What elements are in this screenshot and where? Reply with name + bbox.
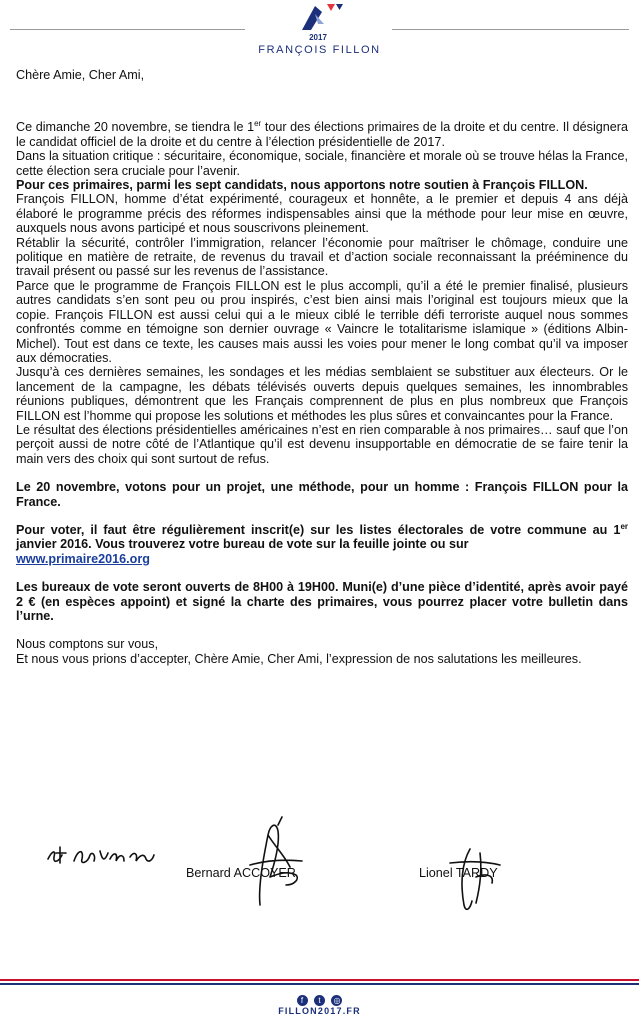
signatures [0, 815, 639, 925]
paragraph-registration: Pour voter, il faut être régulièrement inscrit(e) sur les listes électorales de votre commune au 1er janvier 2016. Vous trouverez votre bureau de vote sur la feuille jointe ou sur www.primaire2016.org [16, 521, 628, 566]
paragraph-vote-call: Le 20 novembre, votons pour un projet, une méthode, pour un homme : François FILLON pour la France. [16, 480, 628, 509]
footer-rule-blue [0, 983, 639, 985]
campaign-logo-icon [288, 0, 348, 42]
closing-line: Nous comptons sur vous, [16, 637, 159, 652]
candidate-name: FRANÇOIS FILLON [258, 44, 381, 56]
paragraph-priorities: Rétablir la sécurité, contrôler l’immigration, relancer l’économie pour maîtriser le chômage, conduire une politique en matière de retraite, de revenus du travail et d’action sociale reconnaissant la prééminence du travail présent ou passé sur les revenus de l’assistance. [16, 235, 628, 279]
paragraph-accomplished: Parce que le programme de François FILLON est le plus accompli, qu’il a été le premier finalisé, plusieurs autres candidats s’en sont peu ou prou inspirés, c’est bien ainsi mais l’original est toujours mieux que la copie. François FILLON est aussi celui qui a le mieux ciblé le terrible défi terroriste auquel nous sommes confrontés comme en témoigne son dernier ouvrage « Vaincre le totalitarisme islamique » (éditions Albin-Michel). Tout est dans ce texte, les causes mais aussi les voies pour mener le long combat qu’il va imposer aux démocraties. [16, 278, 628, 365]
signer-accoyer: Bernard ACCOYER [186, 866, 296, 880]
handwritten-note-signature [44, 833, 164, 873]
paragraph-polling-hours: Les bureaux de vote seront ouverts de 8H00 à 19H00. Muni(e) d’une pièce d’identité, après avoir payé 2 € (en espèces appoint) et signé la charte des primaires, vous pourrez placer votre bulletin dans l’urne. [16, 580, 628, 623]
footer-website[interactable]: FILLON2017.FR [278, 1006, 361, 1016]
facebook-icon[interactable]: f [297, 995, 308, 1006]
footer-rule-red [0, 979, 639, 981]
letter-body [16, 68, 628, 666]
closing-formula: Et nous vous prions d’accepter, Chère Amie, Cher Ami, l’expression de nos salutations les meilleures. [16, 651, 582, 666]
paragraph-support: Pour ces primaires, parmi les sept candidats, nous apportons notre soutien à François FILLON. [16, 178, 588, 193]
primaire-website-link[interactable]: www.primaire2016.org [16, 551, 150, 566]
paragraph-situation: Dans la situation critique : sécuritaire, économique, sociale, financière et morale où se trouve hélas la France, cette élection sera cruciale pour l’avenir. [16, 149, 628, 178]
salutation: Chère Amie, Cher Ami, [16, 68, 145, 82]
paragraph-intro: Ce dimanche 20 novembre, se tiendra le 1er tour des élections primaires de la droite et du centre. Il désignera le candidat officiel de la droite et du centre à l’élection présidentielle de 2017. [16, 119, 628, 149]
signer-tardy: Lionel TARDY [419, 866, 498, 880]
accoyer-signature [230, 815, 320, 915]
header-rule-left [10, 29, 245, 30]
letter-header [0, 0, 639, 64]
paragraph-program: François FILLON, homme d’état expérimenté, courageux et honnête, a le premier et depuis 4 ans déjà élaboré le programme précis des réformes indispensables ainsi que la méthode pour leur mise en œuvre, auxquels nous avons participé et nous souscrivons pleinement. [16, 192, 628, 236]
logo-year: 2017 [309, 33, 327, 42]
paragraph-campaign: Jusqu’à ces dernières semaines, les sondages et les médias semblaient se substituer aux électeurs. Or le lancement de la campagne, les débats télévisés ouverts depuis quelques semaines, les innombrables réunions publiques, démontrent que les Français comprennent de plus en plus nombreux que François FILLON est l’homme qui propose les solutions et méthodes les plus sûres et convaincantes pour la France. [16, 365, 628, 423]
instagram-icon[interactable]: ◎ [331, 995, 342, 1006]
paragraph-us-election: Le résultat des élections présidentielles américaines n’est en rien comparable à nos primaires… sauf que l’on perçoit aussi de notre côté de l’Atlantique qu’il est devenu insupportable en démocratie de se faire tenir la main vers des choix qui sont surtout de refus. [16, 422, 628, 466]
twitter-icon[interactable]: t [314, 995, 325, 1006]
header-rule-right [392, 29, 629, 30]
